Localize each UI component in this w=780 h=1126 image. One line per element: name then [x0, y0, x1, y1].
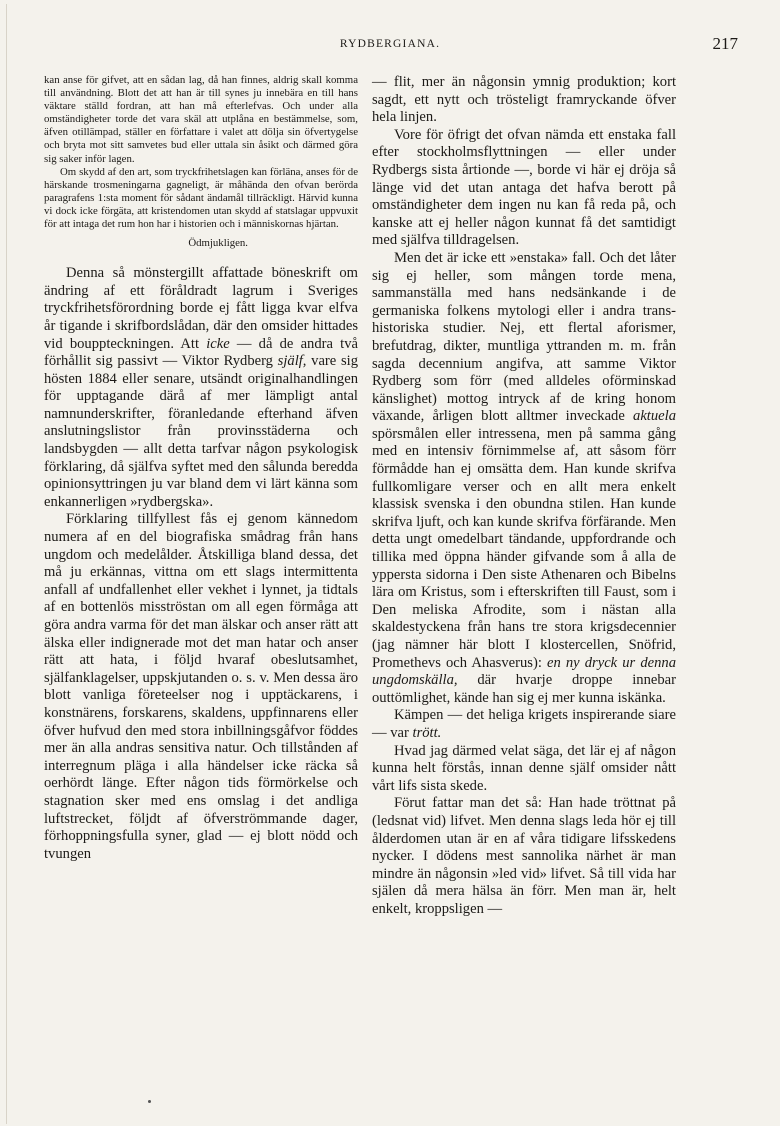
paragraph: Denna så mönstergillt affattade böneskrift om ändring af ett föråldradt lagrum i Sveriges tryckfrihetsförordning borde ej fått ligga kvar elfva år tigande i skrifbordslådan, där den omsider hittades vid bouppteckningen. Att icke — då de andra två förhållit sig passivt — Viktor Rydberg själf, vare sig hösten 1884 eller senare, utsändt originalhandlingen för upptagande därå af mer lämpligt antal namnunderskrifter, föranledande efterhand äfven anslutningslistor från provinsstäderna och landsbygden — allt detta tarfvar någon psykologisk förklaring, då själfva syftet med den sålunda beredda opinionsyttringen ju var bland dem vi lärt känna som enkannerligen »rydbergska». — [44, 265, 358, 510]
running-title: RYDBERGIANA. — [339, 38, 441, 50]
signature: Ödmjukligen. — [188, 237, 248, 250]
italic-emphasis: själf, — [277, 353, 307, 370]
paragraph: Hvad jag därmed velat säga, det lär ej af någon kunna helt förstås, innan denne själf omsider nått vårt lifs sista skede. — [372, 742, 676, 794]
paragraph: — flit, mer än någonsin ymnig produktion; kort sagdt, ett nytt och trösteligt framryckande öfver hela linjen. — [372, 74, 676, 126]
italic-emphasis: en ny dryck ur denna ungdomskälla, — [372, 654, 676, 689]
left-column — [44, 74, 358, 863]
ink-speck — [148, 1100, 151, 1103]
quote-paragraph: kan anse för gifvet, att en sådan lag, då han finnes, aldrig skall komma till användning. Blott det att han är till synes ju innebära en till hans väktare ställd fordran, att han må efterlefvas. Och under alla omständigheter torde det vara skäl att utplåna en bestämmelse, som, äfven otillämpad, ställer en författare i valet att dölja sin öfvertygelse och bryta mot sitt samvetes bud eller uttala sin åsikt och därmed göra sig saker inför lagen. — [44, 74, 358, 165]
italic-emphasis: trött. — [412, 724, 442, 741]
italic-emphasis: icke — [206, 335, 230, 352]
page-number: 217 — [712, 34, 738, 53]
quoted-petition — [44, 74, 358, 231]
right-column — [372, 74, 676, 919]
quote-paragraph: Om skydd af den art, som tryckfrihetslagen kan förläna, anses för de härskande trosmeningarna gagneligt, är måhända den ofvan berörda paragrafens 1:sta moment för sådant ändamål tillräckligt. Härvid kunna vi dock icke förgäta, att kristendomen utan skydd af statslagar uppvuxit för att intaga det rum hon har i historien och i människornas hjärtan. — [44, 165, 358, 231]
paragraph: Förklaring tillfyllest fås ej genom kännedom numera af en del biografiska smådrag från hans ungdom och medelålder. Åtskilliga bland dessa, det må ju erkännas, vittna om ett slags intermittenta anfall af undfallenhet eller vekhet i lynnet, ja tidtals af en bottenlös misströstan om all egen förmåga att göra andra varma för det man älskar och anser rätt att älska eller indignerade mot det man hatar och anser rätt att hata, i följd hvaraf obeslutsamhet, själfanklagelser, uppskjutanden o. s. v. Men dessa äro blott vanliga företeelser nog i upptäckarens, i konstnärens, forskarens, skaldens, uppfinnarens eller öfver hufvud den med stora inbillningsgåfvor föddes mer än alla andras sensitiva natur. Och tillstånden af interregnum pläga i alla händelser icke räcka så oerhördt länge. Efter någon tids förmörkelse och stagnation sker med ens omslag i det andliga luftstrecket, följdt af öfverströmmande dager, förhoppningsfulla syner, glad — ej blott nödd och tvungen — [44, 511, 358, 862]
italic-emphasis: aktuela — [633, 408, 676, 425]
paragraph: Vore för öfrigt det ofvan nämda ett enstaka fall efter stockholmsflyttningen — eller under Rydbergs sista årtionde —, borde vi här ej dröja så länge vid det utan antaga det hafva berott på omständigheter dem ingen nu kan få reda på, och kanske att ej heller någon kunnat få det samtidigt med själfva tilldragelsen. — [372, 126, 676, 249]
page-header — [42, 34, 738, 56]
body-text-right — [372, 74, 676, 919]
paragraph: Kämpen — det heliga krigets inspirerande siare — var trött. — [372, 707, 676, 741]
paragraph: Förut fattar man det så: Han hade tröttnat på (ledsnat vid) lifvet. Men denna slags leda hör ej till ålderdomen utan är en af våra tidigare lifsskedens nycker. I dödens mest sannolika närhet är man mindre än någonsin »led vid» lifvet. Så till vida har själen då mera hälsa än förr. Men man är, helt enkelt, kroppsligen — — [372, 795, 676, 917]
body-text-left — [44, 265, 358, 863]
paragraph: Men det är icke ett »enstaka» fall. Och det låter sig ej heller, som mången torde mena, sammanställa med hans nedsänkande i de germaniska folkens mytologi eller i andra trans-historiska studier. Nej, ett flertal aforismer, brefutdrag, dikter, muntliga yttranden m. m. från sagda decennium angifva, att samme Viktor Rydberg som förr (med alldeles oförminskad känslighet) mottog intryck af de kring honom växande, årligen blott alltmer inveckade aktuela spörsmålen eller intressena, men på samma gång med en intensiv förnimmelse af, att såsom förr förmådde han ej omsätta dem. Han kunde skrifva fullkomligare verser och en allt mera enkelt klassisk svenska i den obundna stilen. Han kunde skrifva ljuft, och kan kunde skrifva förfärande. Men detta ungt omedelbart tändande, uppfordrande och tillika med öppna händer gifvande som å alla de yppersta sidorna i Den siste Athenaren och Bibelns lära om Kristus, som i efterskriften till Faust, som i Den meliska Afrodite, som i nästan alla skaldestyckena från hans tre stora krigsdecennier (jag nämner här blott I klostercellen, Snöfrid, Promethevs och Ahasverus): en ny dryck ur denna ungdomskälla, där hvarje droppe innebar outtömlighet, kände han sig ej mer kunna iskänka. — [372, 249, 676, 706]
